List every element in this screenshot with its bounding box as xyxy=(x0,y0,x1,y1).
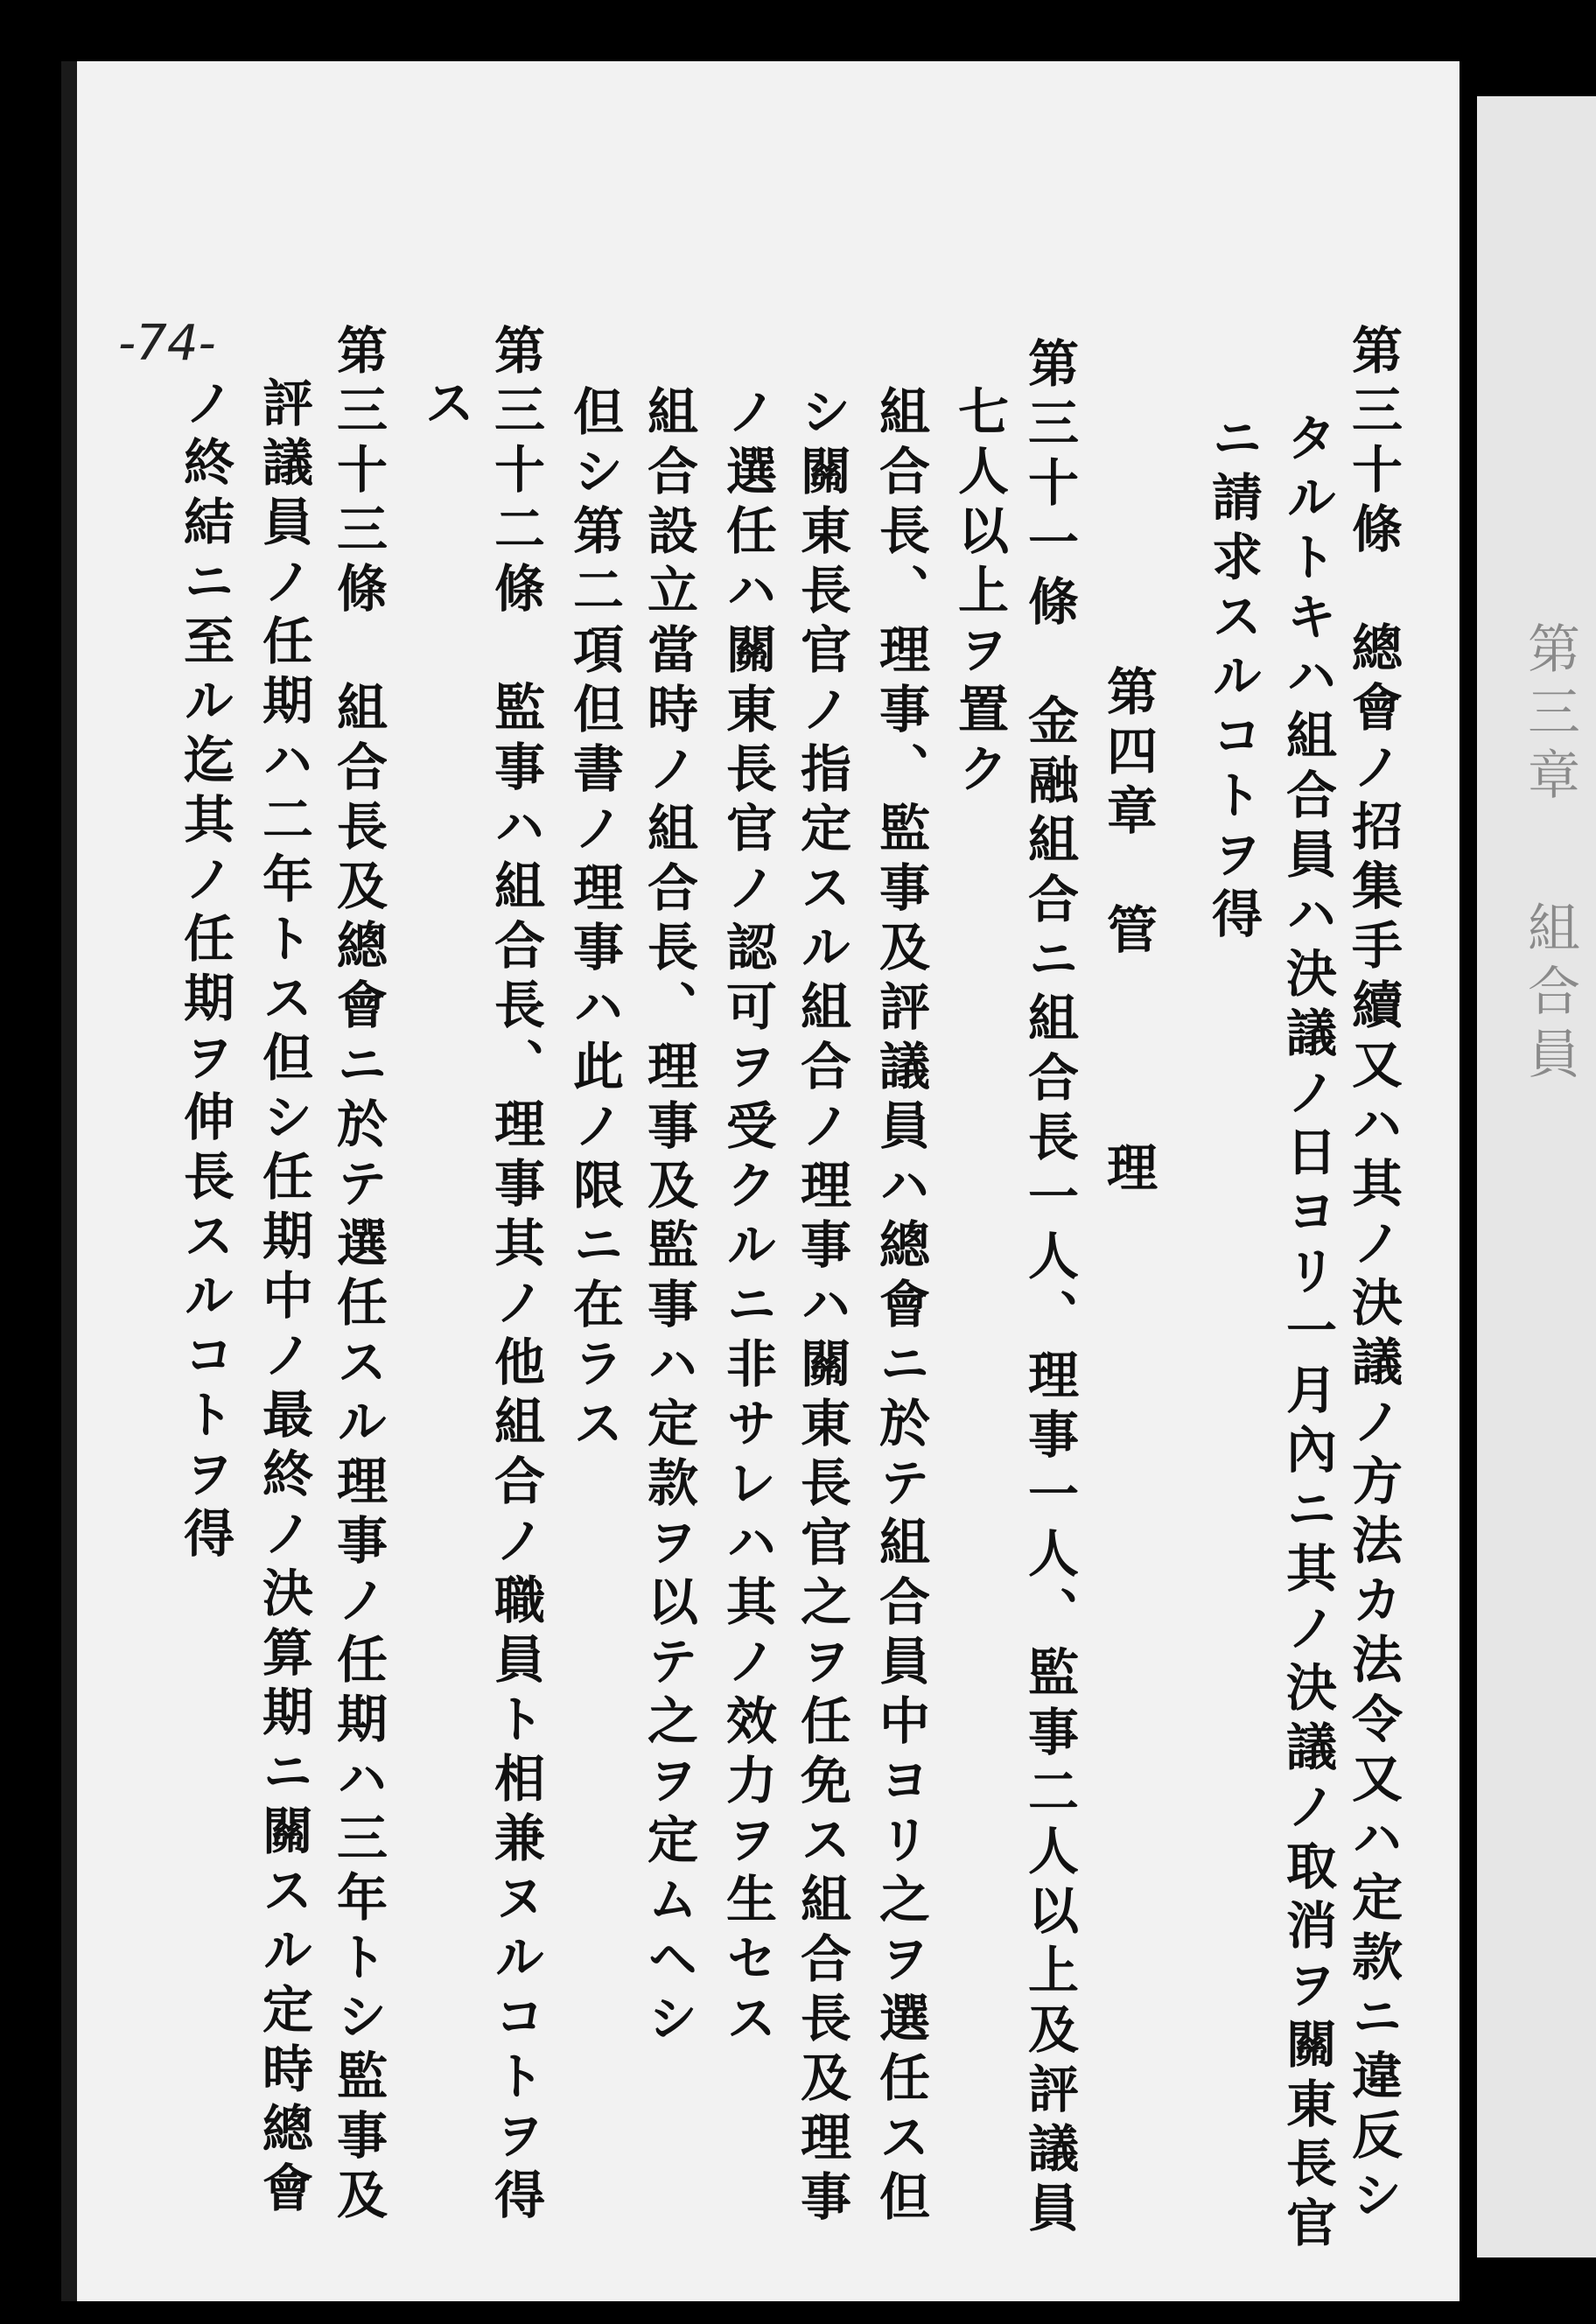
text-line-14: 第三十三條 組合長及總會ニ於テ選任スル理事ノ任期ハ三年トシ監事及 xyxy=(328,324,388,2228)
adjacent-page-text: 第三章 組合員 xyxy=(1519,621,1580,1090)
text-line-10: 組合設立當時ノ組合長、理事及監事ハ定款ヲ以テ之ヲ定ムヘシ xyxy=(639,385,698,2051)
text-line-5: 第三十一條 金融組合ニ組合長一人、理事一人、監事二人以上及評議員 xyxy=(1019,337,1079,2241)
text-line-7: 組合長、理事、監事及評議員ハ總會ニ於テ組合員中ヨリ之ヲ選任ス但 xyxy=(871,385,930,2230)
text-line-12: 第三十二條 監事ハ組合長、理事其ノ他組合ノ職員ト相兼ヌルコトヲ得 xyxy=(486,324,545,2228)
text-line-11: 但シ第二項但書ノ理事ハ此ノ限ニ在ラス xyxy=(564,385,624,1456)
text-line-6: 七人以上ヲ置ク xyxy=(949,385,1009,802)
chapter-heading: 第四章 管 理 xyxy=(1098,665,1158,1200)
text-line-8: シ關東長官ノ指定スル組合ノ理事ハ關東長官之ヲ任免ス組合長及理事 xyxy=(792,385,851,2230)
text-line-15: 評議員ノ任期ハ二年トス但シ任期中ノ最終ノ決算期ニ關スル定時總會 xyxy=(254,376,313,2221)
text-line-16: ノ終結ニ至ル迄其ノ任期ヲ伸長スルコトヲ得 xyxy=(175,376,234,1566)
text-line-9: ノ選任ハ關東長官ノ認可ヲ受クルニ非サレハ其ノ效力ヲ生セス xyxy=(718,385,777,2051)
text-line-2: タルトキハ組合員ハ決議ノ日ヨリ一月內ニ其ノ決議ノ取消ヲ關東長官 xyxy=(1278,411,1337,2256)
text-line-3: ニ請求スルコトヲ得 xyxy=(1203,411,1263,947)
text-line-1: 第三十條 總會ノ招集手續又ハ其ノ決議ノ方法カ法令又ハ定款ニ違反シ xyxy=(1343,324,1403,2228)
page-number: -74- xyxy=(118,315,216,372)
adjacent-page-edge xyxy=(1477,96,1596,2258)
text-line-13: ス xyxy=(416,376,475,436)
